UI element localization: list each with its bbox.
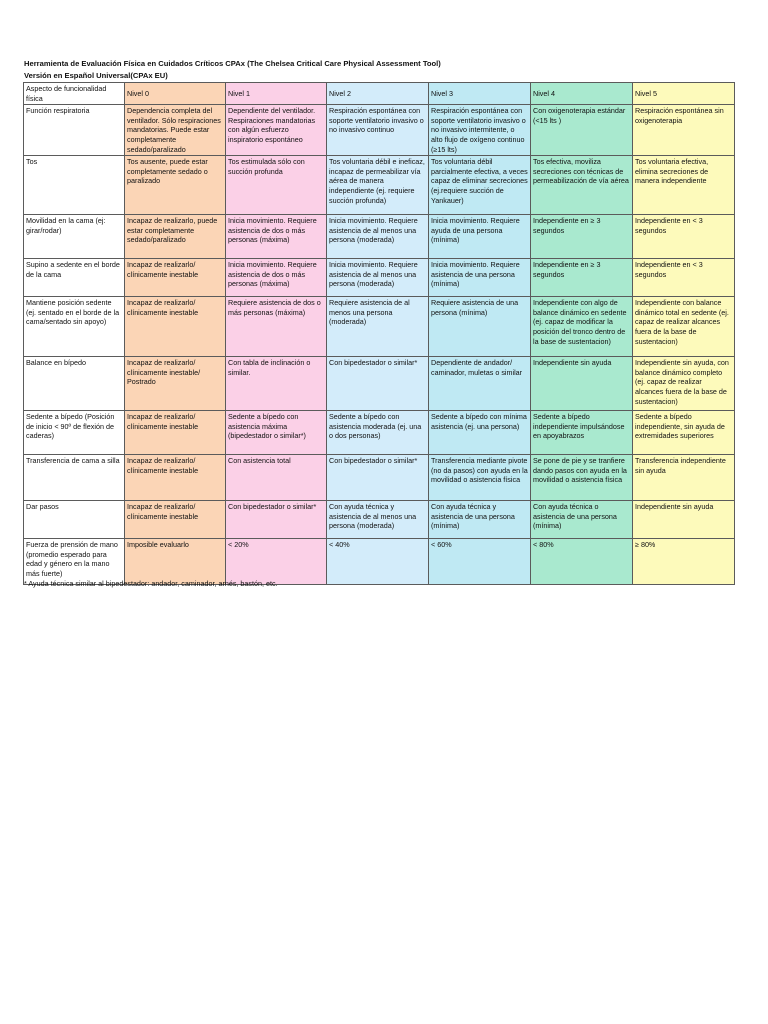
level-5-cell: Independiente sin ayuda, con balance dinámico completo (ej. capaz de realizar alcances fuera de la base de sustentacion) [633,357,735,411]
level-2-cell: Sedente a bípedo con asistencia moderada (ej. una o dos personas) [327,411,429,455]
level-1-cell: Inicia movimiento. Requiere asistencia de dos o más personas (máxima) [226,259,327,297]
table-row [24,501,735,539]
table-row [24,215,735,259]
level-4-cell: Independiente sin ayuda [531,357,633,411]
level-3-cell: Tos voluntaria débil parcialmente efectiva, a veces capaz de eliminar secreciones (ej.requiere succión de Yankauer) [429,156,531,215]
level-5-cell: Independiente con balance dinámico total en sedente (ej. capaz de realizar alcances fuera de la base de sustentacion) [633,297,735,357]
level-1-cell: Sedente a bípedo con asistencia máxima (bipedestador o similar*) [226,411,327,455]
level-0-cell: Tos ausente, puede estar completamente sedado o paralizado [125,156,226,215]
header-aspect: Aspecto de funcionalidad física [24,83,125,105]
level-3-cell: Dependiente de andador/ caminador, muletas o similar [429,357,531,411]
level-0-cell: Imposible evaluarlo [125,539,226,585]
level-4-cell: Con oxigenoterapia estándar (<15 lts ) [531,105,633,156]
level-1-cell: Dependiente del ventilador. Respiraciones mandatorias con algún esfuerzo inspiratorio espontáneo [226,105,327,156]
header-level-0: Nivel 0 [125,83,226,105]
level-2-cell: Con bipedestador o similar* [327,357,429,411]
level-0-cell: Incapaz de realizarlo/ clínicamente inestable [125,455,226,501]
level-5-cell: Respiración espontánea sin oxigenoterapia [633,105,735,156]
level-1-cell: Con asistencia total [226,455,327,501]
row-aspect: Tos [24,156,125,215]
level-3-cell: Sedente a bípedo con mínima asistencia (ej. una persona) [429,411,531,455]
level-2-cell: Respiración espontánea con soporte ventilatorio invasivo o no invasivo continuo [327,105,429,156]
level-4-cell: Con ayuda técnica o asistencia de una persona (mínima) [531,501,633,539]
table-row [24,539,735,585]
level-2-cell: < 40% [327,539,429,585]
level-3-cell: < 60% [429,539,531,585]
level-2-cell: Tos voluntaria débil e ineficaz, incapaz de permeabilizar vía aérea de manera independiente (ej. requiere succión profunda) [327,156,429,215]
header-level-5: Nivel 5 [633,83,735,105]
level-5-cell: Tos voluntaria efectiva, elimina secreciones de manera independiente [633,156,735,215]
level-1-cell: Con bipedestador o similar* [226,501,327,539]
level-5-cell: Transferencia independiente sin ayuda [633,455,735,501]
document-title [24,58,441,82]
row-aspect: Balance en bípedo [24,357,125,411]
level-3-cell: Respiración espontánea con soporte ventilatorio invasivo o no invasivo intermitente, o alto flujo de oxígeno continuo (≥15 lts) [429,105,531,156]
table-row [24,411,735,455]
level-2-cell: Requiere asistencia de al menos una persona (moderada) [327,297,429,357]
level-0-cell: Incapaz de realizarlo/ clínicamente inestable [125,501,226,539]
level-5-cell: Sedente a bípedo independiente, sin ayuda de extremidades superiores [633,411,735,455]
header-level-2: Nivel 2 [327,83,429,105]
level-4-cell: < 80% [531,539,633,585]
level-1-cell: < 20% [226,539,327,585]
footnote: * Ayuda técnica similar al bipedestador: andador, caminador, arnés, bastón, etc. [24,579,278,588]
title-line-2: Versión en Español Universal(CPAx EU) [24,71,168,80]
level-4-cell: Se pone de pie y se tranfiere dando pasos con ayuda en la movilidad o asistencia física [531,455,633,501]
header-level-1: Nivel 1 [226,83,327,105]
row-aspect: Mantiene posición sedente (ej. sentado en el borde de la cama/sentado sin apoyo) [24,297,125,357]
level-0-cell: Incapaz de realizarlo/ clínicamente inestable/ Postrado [125,357,226,411]
header-level-4: Nivel 4 [531,83,633,105]
level-1-cell: Inicia movimiento. Requiere asistencia de dos o más personas (máxima) [226,215,327,259]
level-4-cell: Tos efectiva, moviliza secreciones con técnicas de permeabilización de vía aérea [531,156,633,215]
row-aspect: Fuerza de prensión de mano (promedio esperado para edad y género en la mano más fuerte) [24,539,125,585]
level-3-cell: Requiere asistencia de una persona (mínima) [429,297,531,357]
level-3-cell: Transferencia mediante pivote (no da pasos) con ayuda en la movilidad o asistencia física [429,455,531,501]
level-4-cell: Independiente en ≥ 3 segundos [531,259,633,297]
row-aspect: Movilidad en la cama (ej: girar/rodar) [24,215,125,259]
level-3-cell: Inicia movimiento. Requiere ayuda de una persona (mínima) [429,215,531,259]
level-0-cell: Incapaz de realizarlo/ clínicamente inestable [125,259,226,297]
level-0-cell: Dependencia completa del ventilador. Sólo respiraciones mandatorias. Puede estar completamente sedado/paralizado [125,105,226,156]
table-row [24,297,735,357]
level-5-cell: Independiente en < 3 segundos [633,259,735,297]
level-2-cell: Con bipedestador o similar* [327,455,429,501]
level-0-cell: Incapaz de realizarlo, puede estar completamente sedado/paralizado [125,215,226,259]
level-4-cell: Sedente a bípedo independiente impulsándose en apoyabrazos [531,411,633,455]
row-aspect: Sedente a bípedo (Posición de inicio < 90º de flexión de caderas) [24,411,125,455]
level-1-cell: Requiere asistencia de dos o más personas (máxima) [226,297,327,357]
table-row [24,455,735,501]
level-5-cell: ≥ 80% [633,539,735,585]
row-aspect: Supino a sedente en el borde de la cama [24,259,125,297]
level-0-cell: Incapaz de realizarlo/ clínicamente inestable [125,411,226,455]
table-row [24,357,735,411]
level-3-cell: Inicia movimiento. Requiere asistencia de una persona (mínima) [429,259,531,297]
title-line-1: Herramienta de Evaluación Física en Cuidados Críticos CPAx (The Chelsea Critical Care Physical Assessment Tool) [24,59,441,68]
table-row [24,156,735,215]
level-1-cell: Con tabla de inclinación o similar. [226,357,327,411]
table-row [24,105,735,156]
row-aspect: Dar pasos [24,501,125,539]
row-aspect: Transferencia de cama a silla [24,455,125,501]
level-4-cell: Independiente en ≥ 3 segundos [531,215,633,259]
table-row [24,259,735,297]
header-level-3: Nivel 3 [429,83,531,105]
level-0-cell: Incapaz de realizarlo/ clínicamente inestable [125,297,226,357]
level-4-cell: Independiente con algo de balance dinámico en sedente (ej. capaz de modificar la posición del tronco dentro de la base de sustentacion) [531,297,633,357]
level-5-cell: Independiente sin ayuda [633,501,735,539]
level-2-cell: Inicia movimiento. Requiere asistencia de al menos una persona (moderada) [327,259,429,297]
level-2-cell: Inicia movimiento. Requiere asistencia de al menos una persona (moderada) [327,215,429,259]
table-header-row [24,83,735,105]
level-1-cell: Tos estimulada sólo con succión profunda [226,156,327,215]
level-3-cell: Con ayuda técnica y asistencia de una persona (mínima) [429,501,531,539]
level-5-cell: Independiente en < 3 segundos [633,215,735,259]
cpax-table [23,82,735,585]
row-aspect: Función respiratoria [24,105,125,156]
level-2-cell: Con ayuda técnica y asistencia de al menos una persona (moderada) [327,501,429,539]
